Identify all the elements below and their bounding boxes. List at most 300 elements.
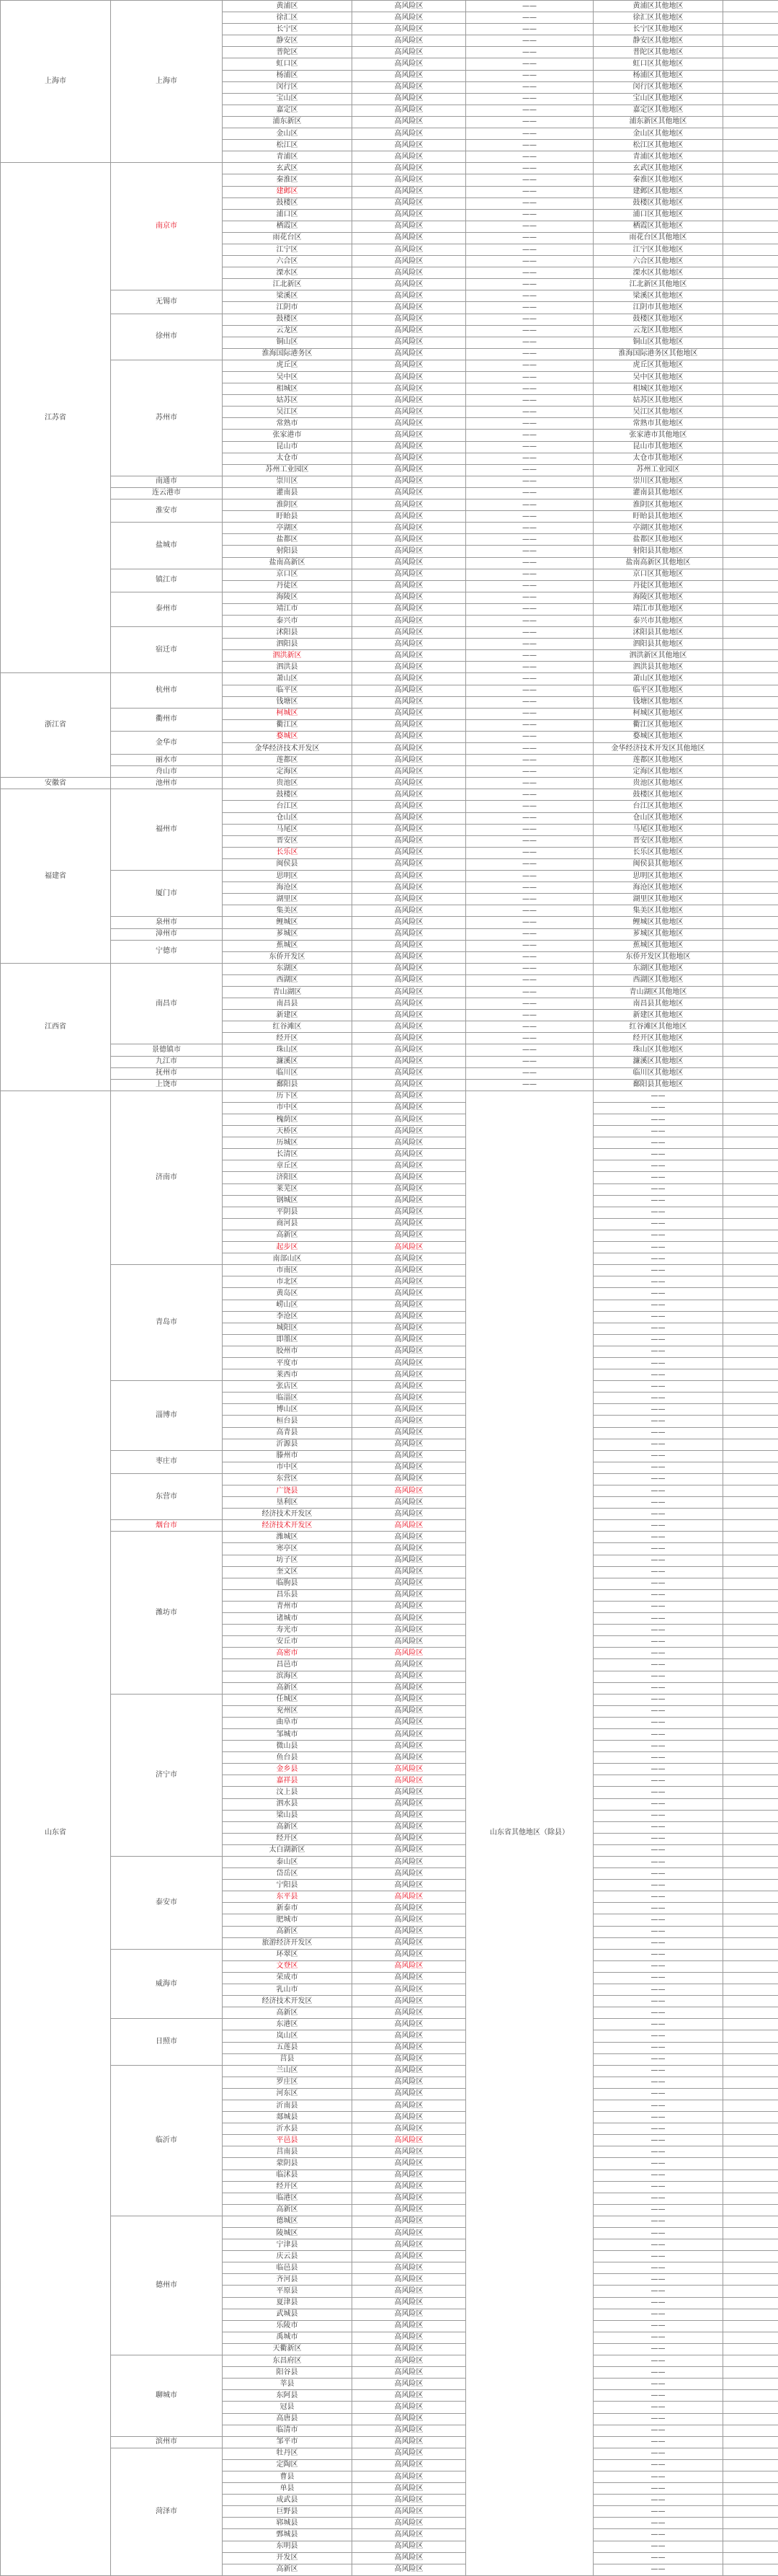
dash-cell: —— [466, 801, 594, 812]
blank-cell [723, 2564, 778, 2575]
table-row [1, 731, 778, 742]
district-cell: 市南区 [223, 1265, 352, 1276]
risk-level-cell: 高风险区 [352, 81, 466, 93]
blank-cell [723, 1857, 778, 1868]
table-row [1, 290, 778, 302]
district-cell: 五莲县 [223, 2042, 352, 2053]
dash-cell: —— [594, 1949, 723, 1960]
risk-level-cell: 高风险区 [352, 1787, 466, 1798]
district-cell: 梁山县 [223, 1810, 352, 1821]
risk-level-cell: 高风险区 [352, 2379, 466, 2390]
dash-cell: —— [466, 290, 594, 302]
risk-level-cell: 高风险区 [352, 1102, 466, 1114]
risk-level-cell: 高风险区 [352, 2436, 466, 2448]
other-area-cell: 临川区其他地区 [594, 1067, 723, 1079]
district-cell: 嘉定区 [223, 105, 352, 116]
dash-cell: —— [466, 812, 594, 824]
blank-cell [723, 279, 778, 290]
dash-cell: —— [594, 2529, 723, 2541]
blank-cell [723, 2123, 778, 2135]
dash-cell: —— [466, 998, 594, 1010]
risk-level-cell: 高风险区 [352, 1891, 466, 1903]
blank-cell [723, 105, 778, 116]
risk-level-cell: 高风险区 [352, 1880, 466, 1891]
risk-level-cell: 高风险区 [352, 1439, 466, 1450]
other-area-cell: 建邺区其他地区 [594, 186, 723, 197]
other-area-cell: 虎丘区其他地区 [594, 360, 723, 371]
table-row [1, 708, 778, 719]
other-area-cell: 浦口区其他地区 [594, 209, 723, 221]
district-cell: 贵池区 [223, 778, 352, 789]
risk-level-cell: 高风险区 [352, 1473, 466, 1485]
risk-level-cell: 高风险区 [352, 140, 466, 151]
district-cell: 莱芜区 [223, 1183, 352, 1195]
blank-cell [723, 348, 778, 360]
district-cell: 牡丹区 [223, 2448, 352, 2459]
blank-cell [723, 1868, 778, 1880]
table-row [1, 1694, 778, 1705]
district-cell: 玄武区 [223, 163, 352, 174]
dash-cell: —— [466, 209, 594, 221]
blank-cell [723, 1532, 778, 1543]
risk-level-cell: 高风险区 [352, 1984, 466, 1996]
other-area-cell: 黄浦区其他地区 [594, 1, 723, 12]
dash-cell: —— [466, 639, 594, 650]
city-cell: 菏泽市 [111, 2448, 223, 2575]
table-row [1, 1857, 778, 1868]
district-cell: 肥城市 [223, 1914, 352, 1926]
risk-level-cell: 高风险区 [352, 2402, 466, 2413]
risk-level-cell: 高风险区 [352, 279, 466, 290]
table-row [1, 755, 778, 766]
risk-level-cell: 高风险区 [352, 1601, 466, 1612]
dash-cell: —— [466, 615, 594, 626]
risk-level-cell: 高风险区 [352, 639, 466, 650]
dash-cell: —— [466, 894, 594, 905]
risk-level-cell: 高风险区 [352, 1033, 466, 1044]
other-area-cell: 徐汇区其他地区 [594, 12, 723, 24]
district-cell: 静安区 [223, 35, 352, 47]
blank-cell [723, 1149, 778, 1160]
blank-cell [723, 1741, 778, 1752]
dash-cell: —— [594, 1694, 723, 1705]
blank-cell [723, 1369, 778, 1381]
district-cell: 即墨区 [223, 1334, 352, 1346]
blank-cell [723, 1694, 778, 1705]
district-cell: 庆云县 [223, 2251, 352, 2262]
dash-cell: —— [594, 1137, 723, 1149]
blank-cell [723, 2343, 778, 2355]
dash-cell: —— [466, 557, 594, 569]
blank-cell [723, 974, 778, 986]
dash-cell: —— [594, 2146, 723, 2158]
dash-cell: —— [466, 1079, 594, 1091]
dash-cell: —— [594, 2077, 723, 2088]
district-cell: 沂源县 [223, 1439, 352, 1450]
blank-cell [723, 789, 778, 801]
blank-cell [723, 963, 778, 974]
blank-cell [723, 2077, 778, 2088]
dash-cell: —— [594, 1091, 723, 1102]
district-cell: 东昌府区 [223, 2355, 352, 2367]
table-row [1, 789, 778, 801]
district-cell: 丹徒区 [223, 580, 352, 592]
risk-level-cell: 高风险区 [352, 1497, 466, 1509]
blank-cell [723, 2402, 778, 2413]
risk-level-cell: 高风险区 [352, 2112, 466, 2123]
district-cell: 鼓楼区 [223, 197, 352, 209]
risk-level-cell: 高风险区 [352, 2204, 466, 2216]
district-cell: 铜山区 [223, 337, 352, 348]
risk-level-cell: 高风险区 [352, 1752, 466, 1764]
other-area-cell: 新建区其他地区 [594, 1010, 723, 1021]
dash-cell: —— [594, 2402, 723, 2413]
district-cell: 泗洪县 [223, 662, 352, 673]
district-cell: 泰兴市 [223, 615, 352, 626]
blank-cell [723, 2309, 778, 2320]
blank-cell [723, 2518, 778, 2529]
city-cell: 九江市 [111, 1056, 223, 1067]
table-row [1, 2065, 778, 2077]
risk-level-cell: 高风险区 [352, 1207, 466, 1218]
district-cell: 蕉城区 [223, 940, 352, 951]
district-cell: 平阴县 [223, 1207, 352, 1218]
district-cell: 徐汇区 [223, 12, 352, 24]
other-area-cell: 浦东新区其他地区 [594, 116, 723, 128]
district-cell: 湖里区 [223, 894, 352, 905]
district-cell: 太白湖新区 [223, 1844, 352, 1856]
risk-level-cell: 高风险区 [352, 2228, 466, 2239]
district-cell: 虹口区 [223, 58, 352, 70]
district-cell: 高新区 [223, 2204, 352, 2216]
dash-cell: —— [466, 534, 594, 546]
blank-cell [723, 1091, 778, 1102]
district-cell: 宁津县 [223, 2239, 352, 2251]
risk-level-cell: 高风险区 [352, 1067, 466, 1079]
risk-level-cell: 高风险区 [352, 1253, 466, 1265]
other-area-cell: 杨浦区其他地区 [594, 70, 723, 81]
other-area-cell: 仓山区其他地区 [594, 812, 723, 824]
dash-cell: —— [466, 395, 594, 407]
dash-cell: —— [466, 383, 594, 395]
dash-cell: —— [594, 1613, 723, 1625]
dash-cell: —— [466, 232, 594, 244]
dash-cell: —— [466, 453, 594, 464]
risk-level-cell: 高风险区 [352, 1195, 466, 1207]
dash-cell: —— [594, 1555, 723, 1566]
risk-level-cell: 高风险区 [352, 325, 466, 337]
blank-cell [723, 267, 778, 279]
risk-level-cell: 高风险区 [352, 1960, 466, 1972]
dash-cell: —— [594, 2158, 723, 2169]
blank-cell [723, 1450, 778, 1462]
risk-level-cell: 高风险区 [352, 2297, 466, 2309]
district-cell: 秦淮区 [223, 174, 352, 186]
province-cell: 福建省 [1, 789, 111, 963]
district-cell: 临淄区 [223, 1393, 352, 1404]
risk-level-cell: 高风险区 [352, 1857, 466, 1868]
blank-cell [723, 1, 778, 12]
district-cell: 诸城市 [223, 1613, 352, 1625]
risk-level-cell: 高风险区 [352, 1462, 466, 1473]
risk-level-cell: 高风险区 [352, 1844, 466, 1856]
blank-cell [723, 1126, 778, 1137]
risk-level-cell: 高风险区 [352, 2495, 466, 2506]
dash-cell: —— [594, 1671, 723, 1682]
other-area-cell: 柯城区其他地区 [594, 708, 723, 719]
city-cell: 福州市 [111, 789, 223, 871]
blank-cell [723, 1636, 778, 1648]
district-cell: 坊子区 [223, 1555, 352, 1566]
risk-level-cell: 高风险区 [352, 105, 466, 116]
city-cell: 盐城市 [111, 523, 223, 569]
district-cell: 寒亭区 [223, 1543, 352, 1555]
dash-cell: —— [594, 2332, 723, 2343]
district-cell: 潍城区 [223, 1532, 352, 1543]
district-cell: 环翠区 [223, 1949, 352, 1960]
district-cell: 浦东新区 [223, 116, 352, 128]
blank-cell [723, 70, 778, 81]
blank-cell [723, 2146, 778, 2158]
district-cell: 南部山区 [223, 1253, 352, 1265]
dash-cell: —— [466, 314, 594, 325]
risk-level-cell: 高风险区 [352, 2053, 466, 2065]
risk-level-cell: 高风险区 [352, 789, 466, 801]
city-cell: 枣庄市 [111, 1450, 223, 1473]
other-area-cell: 溧水区其他地区 [594, 267, 723, 279]
risk-level-cell: 高风险区 [352, 1821, 466, 1833]
district-cell: 旅游经济开发区 [223, 1937, 352, 1949]
dash-cell: —— [466, 778, 594, 789]
blank-cell [723, 2471, 778, 2482]
dash-cell: —— [594, 1636, 723, 1648]
blank-cell [723, 940, 778, 951]
other-area-cell: 静安区其他地区 [594, 35, 723, 47]
blank-cell [723, 673, 778, 685]
district-cell: 临川区 [223, 1067, 352, 1079]
blank-cell [723, 766, 778, 778]
risk-level-cell: 高风险区 [352, 2030, 466, 2042]
blank-cell [723, 1752, 778, 1764]
risk-level-cell: 高风险区 [352, 2019, 466, 2030]
dash-cell: —— [594, 2413, 723, 2425]
table-row [1, 523, 778, 534]
district-cell: 高青县 [223, 1427, 352, 1439]
district-cell: 微山县 [223, 1741, 352, 1752]
table-row [1, 928, 778, 940]
district-cell: 奎文区 [223, 1566, 352, 1578]
dash-cell: —— [466, 487, 594, 499]
risk-level-cell: 高风险区 [352, 2158, 466, 2169]
risk-level-cell: 高风险区 [352, 1868, 466, 1880]
district-cell: 射阳县 [223, 546, 352, 557]
district-cell: 宝山区 [223, 93, 352, 105]
blank-cell [723, 1183, 778, 1195]
dash-cell: —— [594, 1752, 723, 1764]
dash-cell: —— [594, 1334, 723, 1346]
risk-level-cell: 高风险区 [352, 174, 466, 186]
table-row [1, 940, 778, 951]
other-area-cell: 临平区其他地区 [594, 685, 723, 696]
dash-cell: —— [466, 12, 594, 24]
risk-level-cell: 高风险区 [352, 499, 466, 511]
dash-cell: —— [466, 186, 594, 197]
risk-level-cell: 高风险区 [352, 2367, 466, 2379]
risk-level-cell: 高风险区 [352, 2320, 466, 2332]
dash-cell: —— [466, 81, 594, 93]
district-cell: 商河县 [223, 1218, 352, 1230]
blank-cell [723, 2320, 778, 2332]
other-area-cell: 定海区其他地区 [594, 766, 723, 778]
district-cell: 吴江区 [223, 407, 352, 418]
risk-level-cell: 高风险区 [352, 2355, 466, 2367]
district-cell: 经济技术开发区 [223, 1996, 352, 2007]
risk-level-cell: 高风险区 [352, 2146, 466, 2158]
dash-cell: —— [466, 755, 594, 766]
other-area-cell: 闽侯县其他地区 [594, 858, 723, 870]
district-cell: 天衢新区 [223, 2343, 352, 2355]
district-cell: 靖江市 [223, 603, 352, 615]
blank-cell [723, 1937, 778, 1949]
district-cell: 婺城区 [223, 731, 352, 742]
risk-level-cell: 高风险区 [352, 221, 466, 232]
risk-level-cell: 高风险区 [352, 998, 466, 1010]
blank-cell [723, 998, 778, 1010]
risk-level-cell: 高风险区 [352, 778, 466, 789]
dash-cell: —— [594, 1242, 723, 1253]
district-cell: 鄄城县 [223, 2529, 352, 2541]
dash-cell: —— [466, 731, 594, 742]
other-area-cell: 梁溪区其他地区 [594, 290, 723, 302]
risk-level-cell: 高风险区 [352, 662, 466, 673]
risk-level-cell: 高风险区 [352, 974, 466, 986]
blank-cell [723, 523, 778, 534]
blank-cell [723, 244, 778, 255]
risk-level-cell: 高风险区 [352, 2169, 466, 2181]
blank-cell [723, 2286, 778, 2297]
blank-cell [723, 1462, 778, 1473]
risk-level-cell: 高风险区 [352, 337, 466, 348]
blank-cell [723, 1880, 778, 1891]
dash-cell: —— [594, 1625, 723, 1636]
dash-cell: —— [594, 1821, 723, 1833]
blank-cell [723, 1265, 778, 1276]
other-area-cell: 泗阳县其他地区 [594, 639, 723, 650]
risk-level-cell: 高风险区 [352, 1520, 466, 1532]
district-cell: 金乡县 [223, 1764, 352, 1775]
city-cell: 青岛市 [111, 1265, 223, 1381]
city-cell: 济宁市 [111, 1694, 223, 1856]
risk-level-cell: 高风险区 [352, 418, 466, 430]
blank-cell [723, 1891, 778, 1903]
risk-level-cell: 高风险区 [352, 24, 466, 35]
district-cell: 濂溪区 [223, 1056, 352, 1067]
dash-cell: —— [594, 1810, 723, 1821]
table-row [1, 163, 778, 174]
district-cell: 临平区 [223, 685, 352, 696]
blank-cell [723, 639, 778, 650]
dash-cell: —— [594, 1102, 723, 1114]
risk-level-cell: 高风险区 [352, 1091, 466, 1102]
city-cell: 杭州市 [111, 673, 223, 708]
dash-cell: —— [594, 2483, 723, 2495]
blank-cell [723, 1659, 778, 1671]
risk-level-cell: 高风险区 [352, 1509, 466, 1520]
city-cell: 滨州市 [111, 2436, 223, 2448]
risk-level-cell: 高风险区 [352, 963, 466, 974]
other-area-cell: 丹徒区其他地区 [594, 580, 723, 592]
risk-level-cell: 高风险区 [352, 1798, 466, 1810]
blank-cell [723, 407, 778, 418]
district-cell: 溧水区 [223, 267, 352, 279]
dash-cell: —— [594, 1960, 723, 1972]
blank-cell [723, 534, 778, 546]
district-cell: 盐都区 [223, 534, 352, 546]
blank-cell [723, 662, 778, 673]
district-cell: 芗城区 [223, 928, 352, 940]
blank-cell [723, 93, 778, 105]
dash-cell: —— [466, 348, 594, 360]
blank-cell [723, 1079, 778, 1091]
blank-cell [723, 337, 778, 348]
district-cell: 江北新区 [223, 279, 352, 290]
dash-cell: —— [594, 1462, 723, 1473]
dash-cell: —— [594, 2262, 723, 2274]
dash-cell: —— [466, 627, 594, 639]
dash-cell: —— [466, 580, 594, 592]
table-row [1, 673, 778, 685]
district-cell: 崂山区 [223, 1300, 352, 1311]
blank-cell [723, 2332, 778, 2343]
blank-cell [723, 1798, 778, 1810]
risk-level-cell: 高风险区 [352, 1300, 466, 1311]
dash-cell: —— [594, 1230, 723, 1241]
blank-cell [723, 1764, 778, 1775]
dash-cell: —— [594, 1741, 723, 1752]
district-cell: 莲都区 [223, 755, 352, 766]
risk-level-cell: 高风险区 [352, 1137, 466, 1149]
dash-cell: —— [466, 905, 594, 917]
risk-level-cell: 高风险区 [352, 534, 466, 546]
district-cell: 兰山区 [223, 2065, 352, 2077]
dash-cell: —— [466, 917, 594, 928]
risk-level-cell: 高风险区 [352, 755, 466, 766]
district-cell: 六合区 [223, 256, 352, 267]
risk-level-cell: 高风险区 [352, 2425, 466, 2436]
blank-cell [723, 1984, 778, 1996]
blank-cell [723, 2088, 778, 2100]
other-area-cell: 南昌县其他地区 [594, 998, 723, 1010]
district-cell: 历下区 [223, 1091, 352, 1102]
city-cell: 东营市 [111, 1473, 223, 1519]
city-cell: 抚州市 [111, 1067, 223, 1079]
district-cell: 莒南县 [223, 2146, 352, 2158]
dash-cell: —— [594, 1195, 723, 1207]
table-row [1, 2355, 778, 2367]
risk-level-cell: 高风险区 [352, 1532, 466, 1543]
dash-cell: —— [594, 1532, 723, 1543]
risk-level-cell: 高风险区 [352, 2239, 466, 2251]
blank-cell [723, 1972, 778, 1984]
risk-level-cell: 高风险区 [352, 928, 466, 940]
district-cell: 青山湖区 [223, 986, 352, 998]
blank-cell [723, 151, 778, 163]
district-cell: 德城区 [223, 2216, 352, 2227]
district-cell: 市北区 [223, 1276, 352, 1288]
risk-level-cell: 高风险区 [352, 940, 466, 951]
district-cell: 开发区 [223, 2552, 352, 2564]
dash-cell: —— [594, 1520, 723, 1532]
